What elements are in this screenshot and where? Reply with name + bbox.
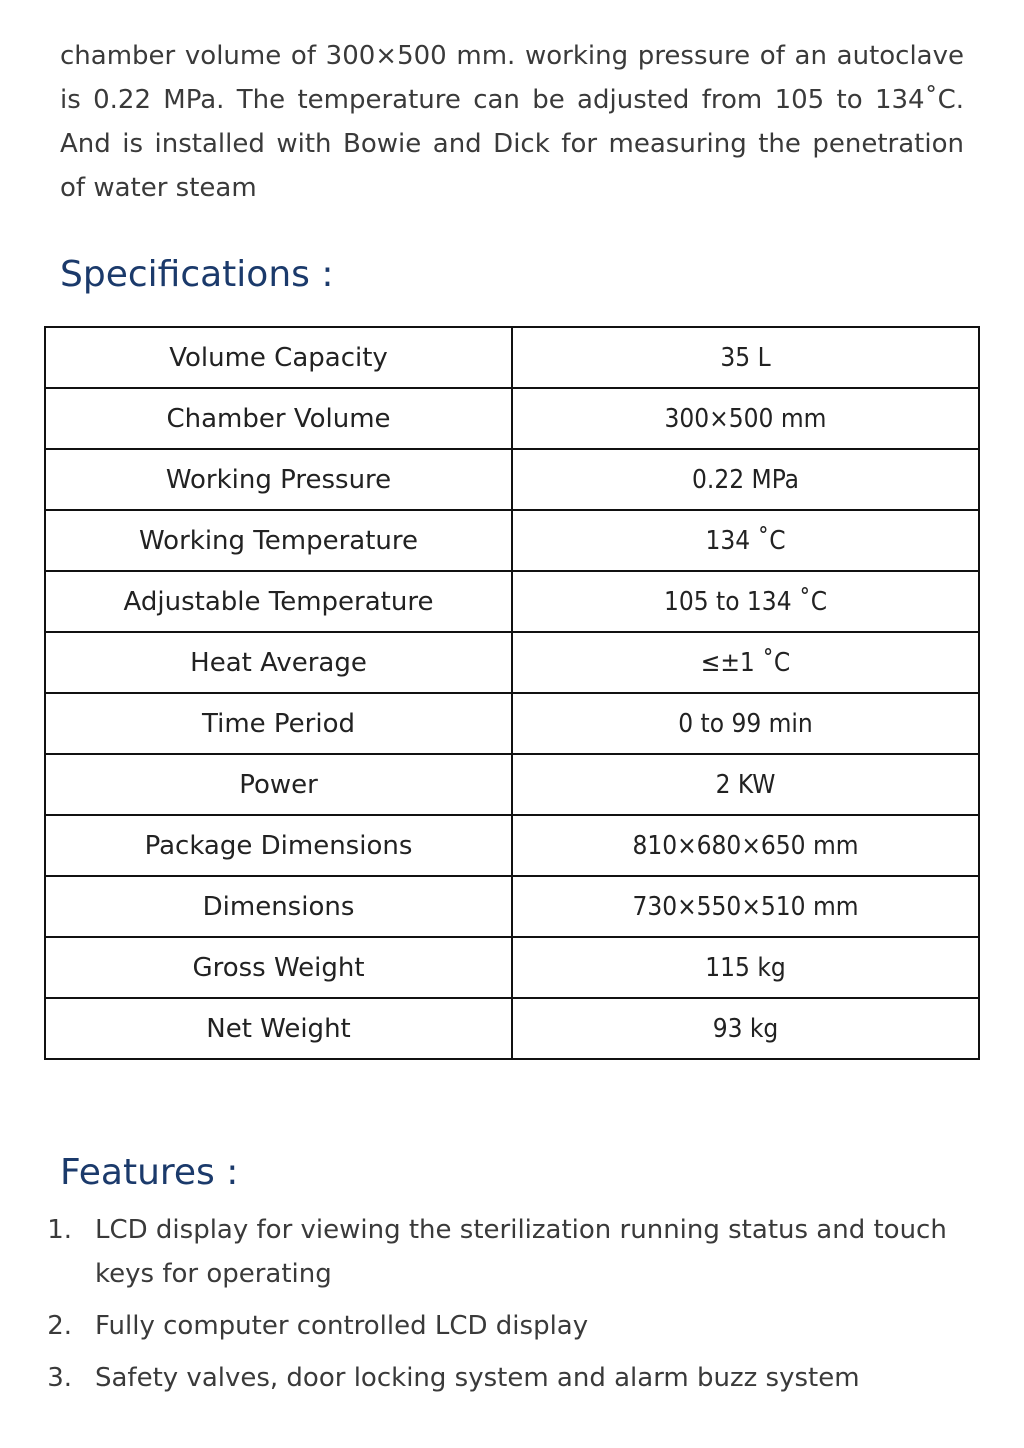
spec-value: 35 L	[512, 327, 979, 388]
table-row	[45, 693, 979, 754]
spec-value: 105 to 134 ˚C	[512, 571, 979, 632]
list-item-number: 1.	[47, 1215, 72, 1245]
list-item-number: 2.	[47, 1311, 72, 1341]
spec-value: 300×500 mm	[512, 388, 979, 449]
table-row	[45, 937, 979, 998]
specifications-heading: Specifications :	[60, 254, 334, 295]
spec-value: 134 ˚C	[512, 510, 979, 571]
spec-value: ≤±1 ˚C	[512, 632, 979, 693]
intro-paragraph: chamber volume of 300×500 mm. working pressure of an autoclave is 0.22 MPa. The temperature can be adjusted from 105 to 134˚C. And is installed with Bowie and Dick for measuring the penetration of water steam	[60, 41, 964, 203]
spec-value: 2 KW	[512, 754, 979, 815]
list-item-text: Safety valves, door locking system and alarm buzz system	[95, 1363, 860, 1393]
table-row	[45, 876, 979, 937]
spec-label: Adjustable Temperature	[45, 571, 512, 632]
features-heading: Features :	[60, 1152, 239, 1193]
table-row	[45, 510, 979, 571]
table-row	[45, 815, 979, 876]
spec-label: Working Pressure	[45, 449, 512, 510]
spec-label: Power	[45, 754, 512, 815]
spec-label: Working Temperature	[45, 510, 512, 571]
spec-label: Package Dimensions	[45, 815, 512, 876]
spec-label: Dimensions	[45, 876, 512, 937]
spec-label: Net Weight	[45, 998, 512, 1059]
table-row	[45, 998, 979, 1059]
spec-value: 115 kg	[512, 937, 979, 998]
list-item-text: LCD display for viewing the sterilization running status and touch keys for operating	[95, 1215, 947, 1289]
spec-value: 730×550×510 mm	[512, 876, 979, 937]
table-row	[45, 388, 979, 449]
spec-label: Heat Average	[45, 632, 512, 693]
table-row	[45, 754, 979, 815]
spec-label: Chamber Volume	[45, 388, 512, 449]
table-row	[45, 327, 979, 388]
spec-value: 0.22 MPa	[512, 449, 979, 510]
table-row	[45, 571, 979, 632]
spec-value: 0 to 99 min	[512, 693, 979, 754]
spec-label: Gross Weight	[45, 937, 512, 998]
table-row	[45, 632, 979, 693]
list-item-text: Fully computer controlled LCD display	[95, 1311, 589, 1341]
spec-value: 93 kg	[512, 998, 979, 1059]
list-item	[44, 1304, 964, 1348]
specifications-table	[44, 326, 980, 1060]
spec-label: Volume Capacity	[45, 327, 512, 388]
list-item	[44, 1208, 964, 1296]
spec-label: Time Period	[45, 693, 512, 754]
table-row	[45, 449, 979, 510]
list-item	[44, 1356, 964, 1400]
spec-value: 810×680×650 mm	[512, 815, 979, 876]
features-list	[44, 1208, 964, 1408]
list-item-number: 3.	[47, 1363, 72, 1393]
